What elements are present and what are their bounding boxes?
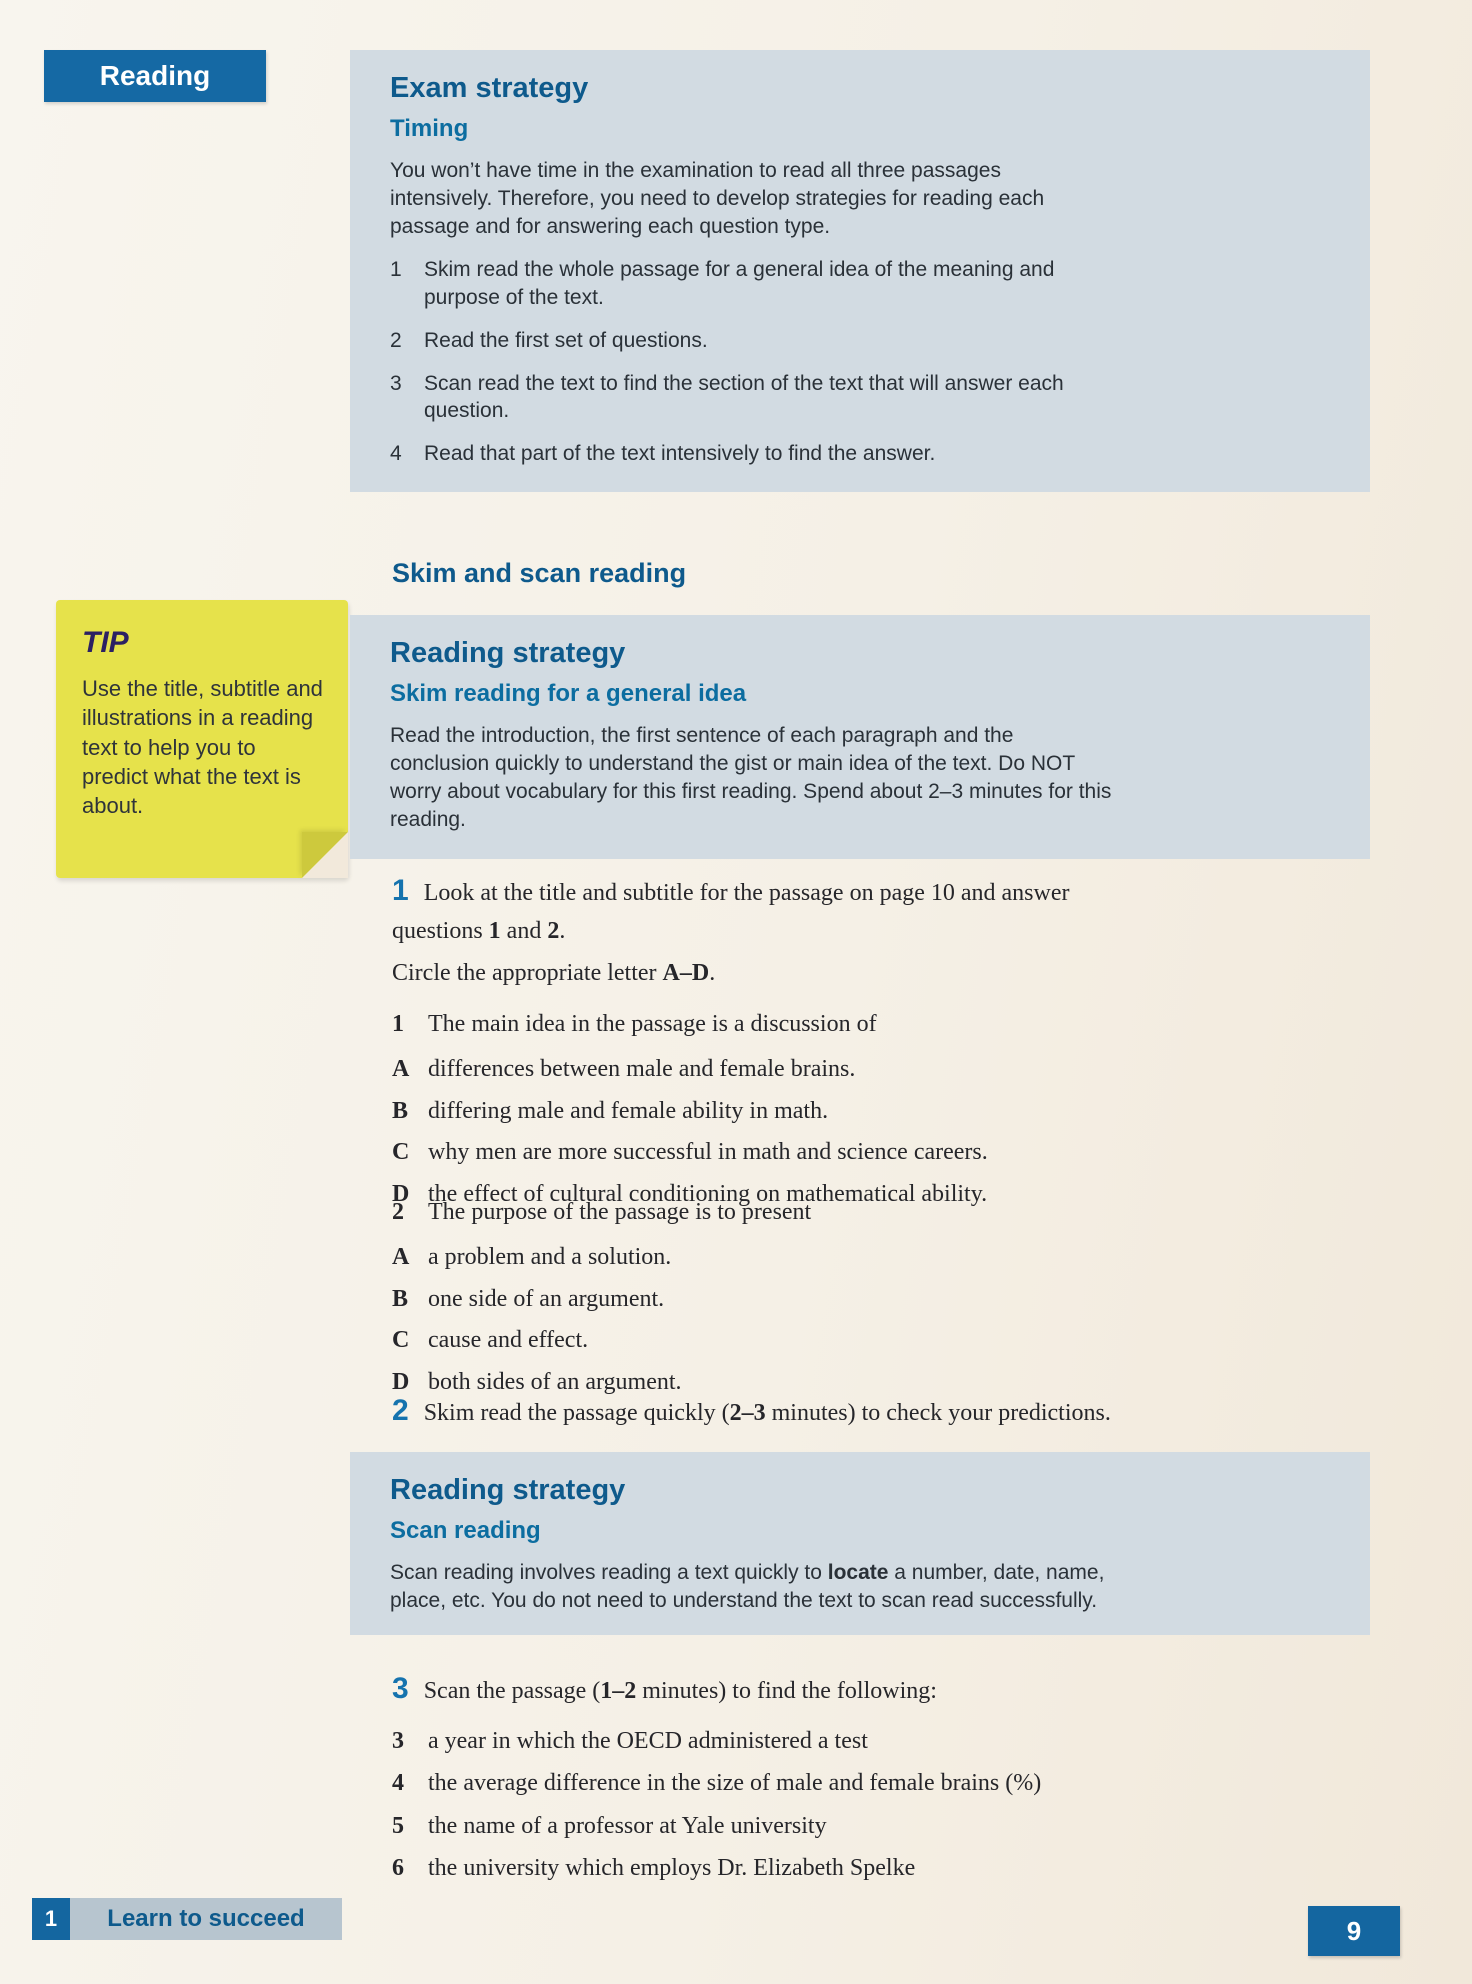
question-number: 2 (392, 1199, 404, 1225)
exam-strategy-title: Exam strategy (390, 72, 589, 104)
scan-strategy-title: Reading strategy (390, 1474, 626, 1506)
exercise1-intro (392, 868, 1122, 949)
option-text: both sides of an argument. (428, 1368, 682, 1395)
option-text: differing male and female ability in math. (428, 1097, 829, 1124)
option-text: a problem and a solution. (428, 1244, 672, 1271)
exam-step-3 (390, 370, 1330, 425)
option-text: differences between male and female brains. (428, 1056, 856, 1083)
question-1-option-c (392, 1136, 988, 1168)
text-segment: . (709, 960, 716, 986)
text-segment: Skim read the passage quickly ( (423, 1400, 730, 1426)
step-number: 4 (390, 441, 402, 465)
question-2-option-c (392, 1324, 811, 1356)
exercise-2 (392, 1388, 1111, 1433)
option-text: the effect of cultural conditioning on mathematical ability. (428, 1180, 988, 1207)
reading-tab-label: Reading (99, 60, 211, 91)
exercise2-text (392, 1388, 1111, 1433)
scan-item-6 (392, 1852, 1041, 1884)
scan-item-4 (392, 1767, 1041, 1799)
text-segment: 2–3 (729, 1400, 766, 1426)
timing-subtitle: Timing (390, 115, 469, 142)
tip-fold-cutout (302, 832, 348, 878)
step-number: 3 (390, 371, 402, 395)
scan-item-number: 4 (392, 1770, 404, 1797)
text-segment: 1 (488, 918, 501, 944)
footer (32, 1898, 342, 1940)
exam-strategy-intro: You won’t have time in the examination to read all three passages intensively. Therefore, you need to develop strategies for reading each passage and for answering each question type. (390, 159, 1045, 239)
question-2-option-a (392, 1241, 811, 1273)
unit-number-badge: 1 (32, 1898, 70, 1940)
scan-strategy-box (350, 1452, 1370, 1635)
question-2 (392, 1196, 811, 1407)
scan-strategy-subtitle: Scan reading (390, 1517, 541, 1544)
question-2-stem (392, 1196, 811, 1228)
option-letter: C (392, 1327, 410, 1354)
text-segment: Look at the title and subtitle for the passage on page 10 and answer questions (392, 880, 1070, 944)
text-segment: a number, date, name, place, etc. You do not need to understand the text to scan read successfully. (390, 1561, 1105, 1613)
exercise3-text (392, 1666, 1041, 1711)
step-text: Scan read the text to find the section of the text that will answer each question. (424, 371, 1064, 423)
question-1 (392, 1008, 988, 1219)
exercise-1 (392, 868, 1122, 991)
step-text: Read that part of the text intensively to find the answer. (424, 441, 936, 465)
exam-step-4 (390, 440, 1330, 468)
text-segment: Scan the passage ( (423, 1678, 601, 1704)
section-heading: Skim and scan reading (392, 558, 687, 588)
text-segment: Circle the appropriate letter (392, 960, 663, 986)
option-letter: C (392, 1139, 410, 1166)
scan-item-text: a year in which the OECD administered a test (428, 1728, 868, 1754)
question-2-option-b (392, 1283, 811, 1315)
option-letter: B (392, 1097, 409, 1124)
question-1-stem (392, 1008, 988, 1040)
step-text: Skim read the whole passage for a general idea of the meaning and purpose of the text. (424, 258, 1055, 310)
scan-item-text: the university which employs Dr. Elizabeth Spelke (428, 1855, 916, 1882)
scan-item-5 (392, 1810, 1041, 1842)
text-segment: and (500, 918, 548, 944)
exam-step-1 (390, 256, 1330, 311)
text-segment: minutes) to find the following: (636, 1678, 937, 1704)
exam-step-2 (390, 327, 1330, 355)
exercise1-number: 1 (392, 874, 409, 907)
text-segment: A–D (662, 960, 710, 986)
skim-strategy-box (350, 615, 1370, 859)
footer-title: Learn to succeed (107, 1905, 305, 1932)
step-text: Read the first set of questions. (424, 328, 708, 352)
tip-note (56, 600, 348, 878)
exam-strategy-box (350, 50, 1370, 492)
text-segment: minutes) to check your predictions. (765, 1400, 1111, 1426)
option-letter: A (392, 1056, 410, 1083)
text-segment: 1–2 (600, 1678, 637, 1704)
tip-title: TIP (82, 626, 129, 659)
option-text: why men are more successful in math and science careers. (428, 1139, 988, 1166)
exercise2-number: 2 (392, 1394, 409, 1427)
scan-item-number: 5 (392, 1812, 404, 1839)
skim-strategy-title: Reading strategy (390, 637, 626, 669)
exercise3-number: 3 (392, 1672, 409, 1705)
exercise1-circle-instruction (392, 955, 1122, 991)
reading-section-tab (44, 50, 266, 102)
scan-item-text: the average difference in the size of male and female brains (%) (428, 1770, 1042, 1797)
option-text: one side of an argument. (428, 1285, 665, 1312)
step-number: 2 (390, 328, 402, 352)
question-1-option-a (392, 1053, 988, 1085)
scan-item-number: 6 (392, 1855, 404, 1882)
text-segment: Scan reading involves reading a text quickly to (390, 1561, 828, 1584)
text-segment: 2 (547, 918, 560, 944)
question-1-option-b (392, 1095, 988, 1127)
question-text: The purpose of the passage is to present (428, 1199, 812, 1225)
footer-bar (70, 1898, 342, 1940)
option-letter: B (392, 1285, 409, 1312)
page-number-badge: 9 (1308, 1906, 1400, 1956)
question-text: The main idea in the passage is a discussion of (428, 1011, 877, 1037)
step-number: 1 (390, 258, 402, 282)
skim-strategy-body: Read the introduction, the first sentence of each paragraph and the conclusion quickly to understand the gist or main idea of the text. Do NOT worry about vocabulary for this first reading. Spend about 2–3 minutes for this reading. (390, 724, 1112, 832)
scan-item-text: the name of a professor at Yale university (428, 1812, 827, 1839)
option-letter: D (392, 1180, 410, 1207)
text-segment: locate (827, 1561, 889, 1584)
option-letter: A (392, 1244, 410, 1271)
text-segment: . (559, 918, 566, 944)
tip-text: Use the title, subtitle and illustrations in a reading text to help you to predict what the text is about. (82, 676, 323, 818)
option-letter: D (392, 1368, 410, 1395)
scan-strategy-body (390, 1559, 1138, 1615)
option-text: cause and effect. (428, 1327, 589, 1354)
skim-strategy-subtitle: Skim reading for a general idea (390, 680, 747, 707)
scan-item-list (392, 1725, 1041, 1885)
question-number: 1 (392, 1011, 404, 1037)
exercise-3 (392, 1666, 1041, 1895)
scan-item-3 (392, 1725, 1041, 1757)
scan-item-number: 3 (392, 1728, 404, 1754)
